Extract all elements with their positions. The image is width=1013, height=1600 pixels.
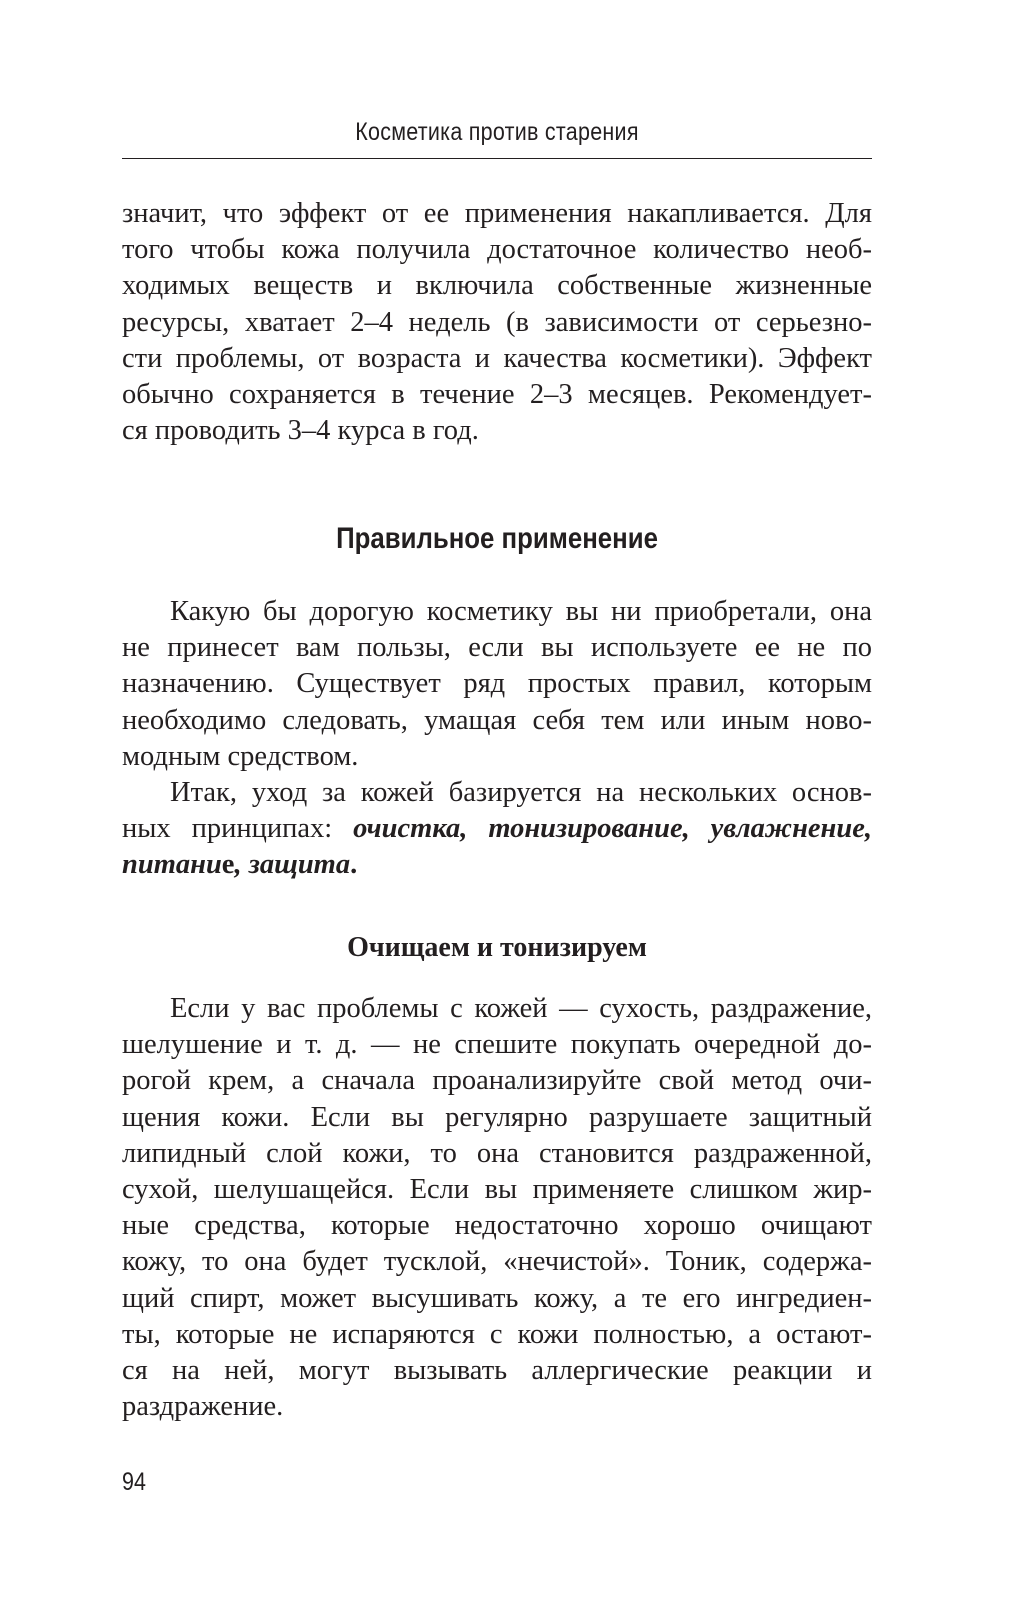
text-line: раздражение.	[122, 1391, 284, 1423]
text-line	[122, 811, 872, 847]
paragraph-cleansing	[122, 991, 872, 1425]
text-line: щения кожи. Если вы регулярно разрушаете защитный	[122, 1101, 872, 1133]
text-line: Итак, уход за кожей базируется на нескольких основ-	[170, 777, 872, 808]
intro-paragraph	[122, 196, 872, 449]
text-line: обычно сохраняется в течение 2–3 месяцев. Рекомендует-	[122, 379, 872, 411]
subsection-title: Очищаем и тонизируем	[347, 932, 647, 963]
running-head: Косметика против старения	[355, 118, 639, 146]
text-line: щий спирт, может высушивать кожу, а те его ингредиен-	[122, 1282, 872, 1314]
text-line: Какую бы дорогую косметику вы ни приобретали, она	[170, 596, 872, 627]
text-run: ных принципах:	[122, 813, 354, 845]
emphasis-text: очистка, тонизирование, увлажнение,	[353, 813, 872, 845]
text-line: ся на ней, могут вызывать аллергические реакции и	[122, 1355, 872, 1387]
text-run: е	[221, 849, 235, 881]
paragraph-usage	[122, 594, 872, 775]
header-rule	[122, 158, 872, 159]
text-line: ресурсы, хватает 2–4 недель (в зависимости от серьезно-	[122, 306, 872, 338]
text-line: кожу, то она будет тусклой, «нечистой». Тоник, содержа-	[122, 1246, 872, 1278]
text-line: ся проводить 3–4 курса в год.	[122, 415, 479, 447]
text-run: .	[350, 849, 358, 881]
text-line: того чтобы кожа получила достаточное количество необ-	[122, 234, 872, 266]
text-line: ты, которые не испаряются с кожи полностью, а остают-	[122, 1318, 872, 1350]
paragraph-principles	[122, 775, 872, 884]
text-line: липидный слой кожи, то она становится раздраженной,	[122, 1137, 872, 1169]
text-line: назначению. Существует ряд простых правил, которым	[122, 668, 872, 700]
text-line: необходимо следовать, умащая себя тем или иным ново-	[122, 704, 872, 736]
text-line: значит, что эффект от ее применения накапливается. Для	[122, 198, 872, 229]
text-line: рогой крем, а сначала проанализируйте свой метод очи-	[122, 1065, 872, 1097]
text-line: шелушение и т. д. — не спешите покупать очередной до-	[122, 1029, 872, 1061]
page-number: 94	[122, 1468, 146, 1496]
text-line: сухой, шелушащейся. Если вы применяете слишком жир-	[122, 1174, 872, 1206]
text-line: не принесет вам пользы, если вы используете ее не по	[122, 632, 872, 664]
text-line	[122, 847, 872, 883]
emphasis-text: , защита	[234, 849, 351, 881]
text-line: сти проблемы, от возраста и качества косметики). Эффект	[122, 342, 872, 374]
emphasis-text: питани	[122, 849, 222, 881]
text-line: модным средством.	[122, 740, 359, 772]
text-line: ные средства, которые недостаточно хорошо очищают	[122, 1210, 872, 1242]
section-title: Правильное применение	[336, 522, 658, 555]
text-line: Если у вас проблемы с кожей — сухость, раздражение,	[170, 993, 872, 1024]
text-line: ходимых веществ и включила собственные жизненные	[122, 270, 872, 302]
